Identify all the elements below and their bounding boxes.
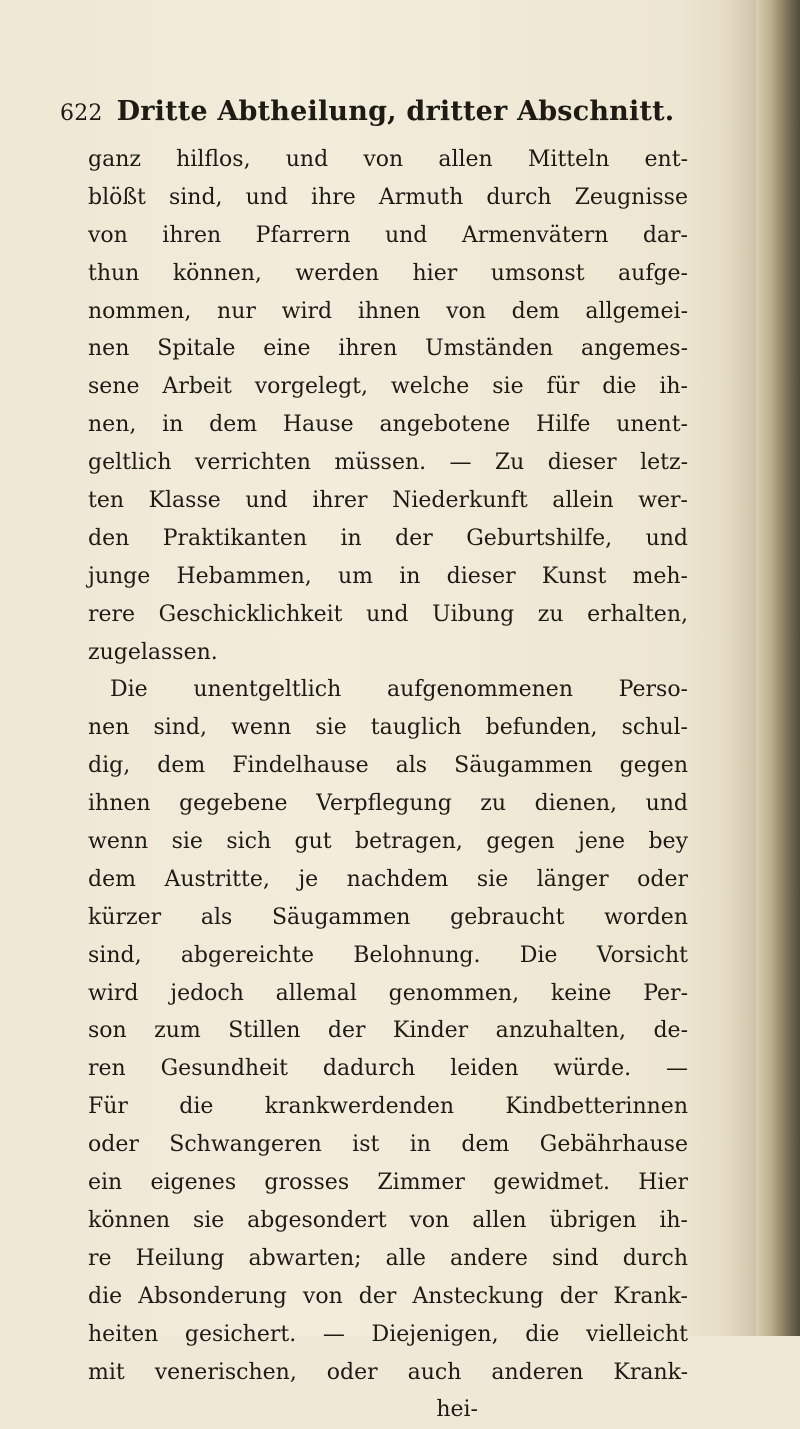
text-line: ganz hilflos, und von allen Mitteln ent- — [88, 147, 688, 172]
text-line: heiten gesichert. — Diejenigen, die vielleicht — [88, 1321, 688, 1347]
text-line: ihnen gegebene Verpflegung zu dienen, und — [88, 791, 688, 817]
text-line: sind, abgereichte Belohnung. Die Vorsicht — [88, 942, 688, 968]
text-line: können sie abgesondert von allen übrigen ih- — [88, 1207, 688, 1233]
text-line: Für die krankwerdenden Kindbetterinnen — [88, 1094, 688, 1120]
paragraph-start-line: Die unentgeltlich aufgenommenen Perso- — [110, 677, 688, 703]
text-line: zugelassen. — [88, 639, 218, 665]
text-line: ren Gesundheit dadurch leiden würde. — — [88, 1056, 688, 1082]
text-line: junge Hebammen, um in dieser Kunst meh- — [88, 563, 688, 589]
chapter-heading: Dritte Abtheilung, dritter Abschnitt. — [116, 96, 675, 127]
text-line: geltlich verrichten müssen. — Zu dieser letz- — [88, 450, 688, 476]
text-line: re Heilung abwarten; alle andere sind durch — [88, 1245, 688, 1271]
text-line: oder Schwangeren ist in dem Gebährhause — [88, 1132, 688, 1158]
book-spine-edge — [756, 0, 800, 1336]
text-line: sene Arbeit vorgelegt, welche sie für die ih- — [88, 374, 688, 400]
text-line: rere Geschicklichkeit und Uibung zu erhalten, — [88, 601, 688, 627]
text-line: wird jedoch allemal genommen, keine Per- — [88, 980, 688, 1006]
text-line: nen Spitale eine ihren Umständen angemes- — [88, 336, 688, 362]
text-line: dem Austritte, je nachdem sie länger oder — [88, 866, 688, 892]
text-line: kürzer als Säugammen gebraucht worden — [88, 904, 688, 930]
text-line: nommen, nur wird ihnen von dem allgemei- — [88, 298, 688, 324]
body-text — [88, 141, 688, 1429]
gutter-shadow — [726, 0, 756, 1336]
text-line: ein eigenes grosses Zimmer gewidmet. Hier — [88, 1170, 688, 1196]
text-line: son zum Stillen der Kinder anzuhalten, de- — [88, 1018, 688, 1044]
text-line: blößt sind, und ihre Armuth durch Zeugnisse — [88, 184, 688, 210]
running-head — [60, 92, 700, 132]
text-line: mit venerischen, oder auch anderen Krank- — [88, 1359, 688, 1385]
text-line: dig, dem Findelhause als Säugammen gegen — [88, 753, 688, 779]
text-line: wenn sie sich gut betragen, gegen jene bey — [88, 829, 688, 855]
text-line: thun können, werden hier umsonst aufge- — [88, 260, 688, 286]
page-number: 622 — [60, 101, 103, 126]
text-line: nen sind, wenn sie tauglich befunden, schul- — [88, 715, 688, 741]
text-line: von ihren Pfarrern und Armenvätern dar- — [88, 222, 688, 248]
text-line: den Praktikanten in der Geburtshilfe, und — [88, 525, 688, 551]
text-line: ten Klasse und ihrer Niederkunft allein wer- — [88, 488, 688, 514]
catchword: hei- — [436, 1397, 478, 1423]
text-line: die Absonderung von der Ansteckung der Krank- — [88, 1283, 688, 1309]
text-line: nen, in dem Hause angebotene Hilfe unent- — [88, 412, 688, 438]
